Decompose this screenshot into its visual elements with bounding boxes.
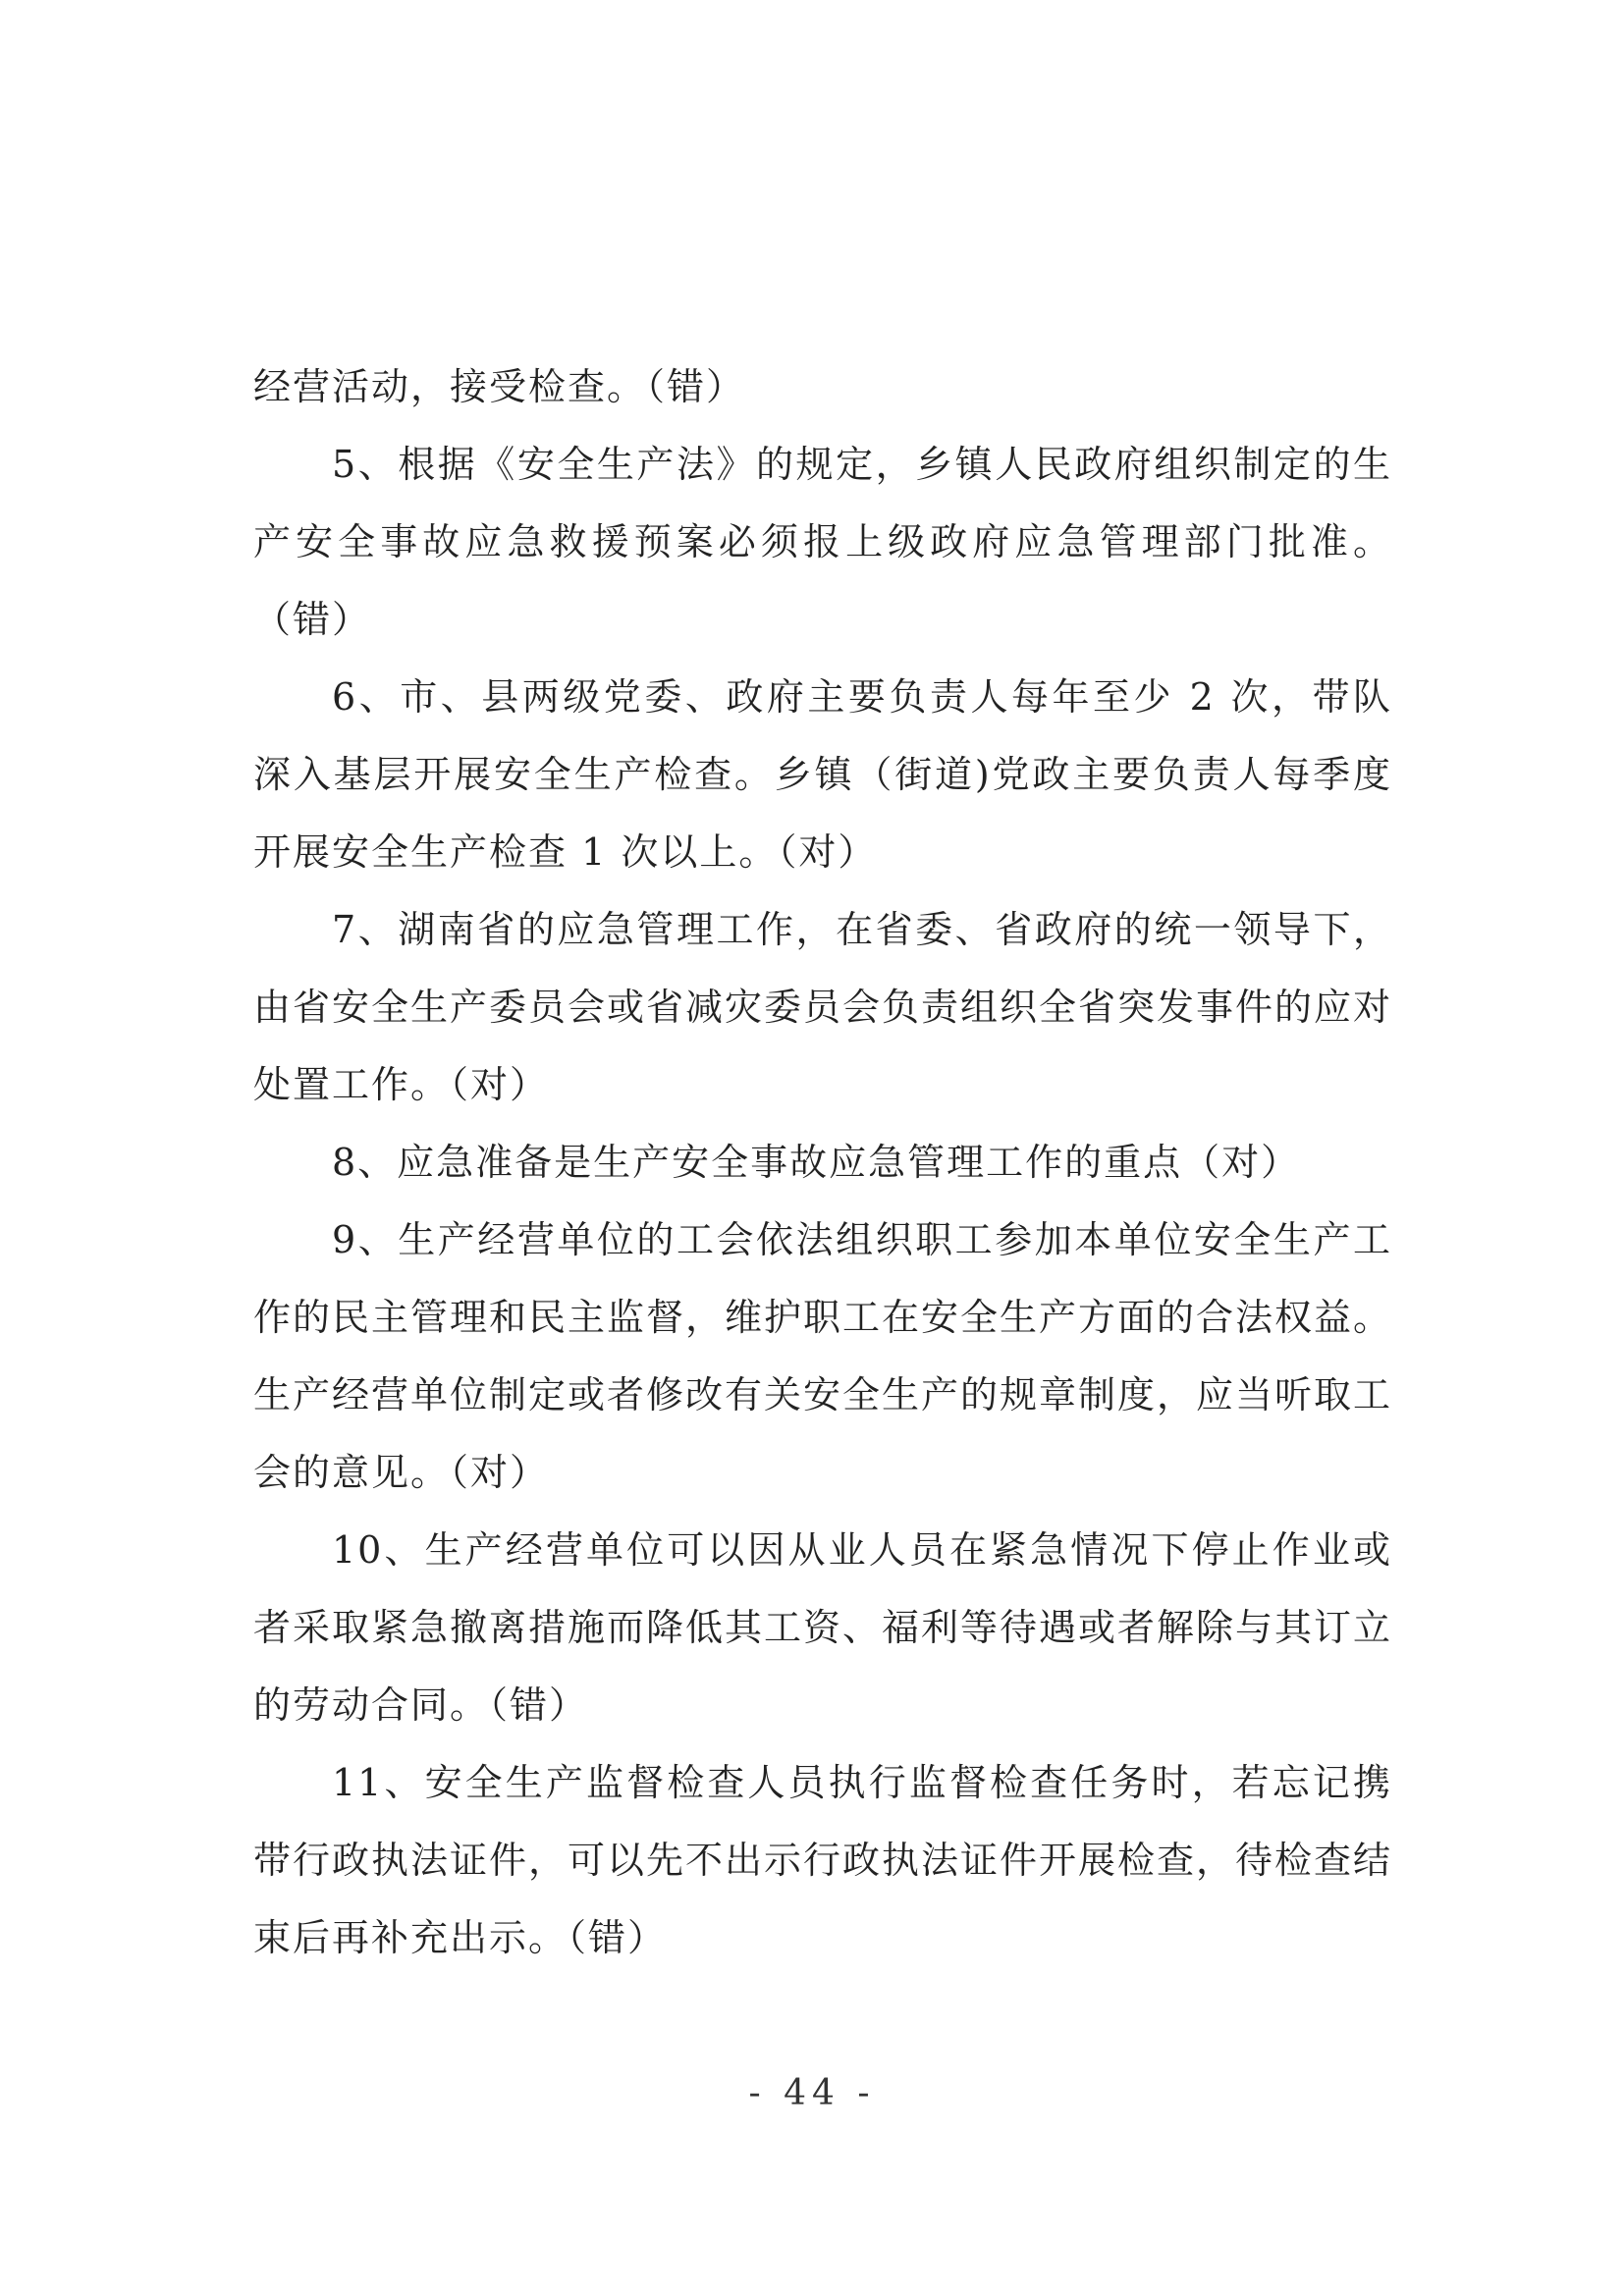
document-body xyxy=(253,348,1392,1977)
paragraph-item-5: 5、根据《安全生产法》的规定，乡镇人民政府组织制定的生产安全事故应急救援预案必须报上级政府应急管理部门批准。（错） xyxy=(253,443,1392,641)
paragraph-item-11: 11、安全生产监督检查人员执行监督检查任务时，若忘记携带行政执法证件，可以先不出示行政执法证件开展检查，待检查结束后再补充出示。（错） xyxy=(253,1761,1393,1959)
paragraph-item-9: 9、生产经营单位的工会依法组织职工参加本单位安全生产工作的民主管理和民主监督，维护职工在安全生产方面的合法权益。生产经营单位制定或者修改有关安全生产的规章制度，应当听取工会的意见。（对） xyxy=(253,1218,1393,1494)
paragraph-item-8: 8、应急准备是生产安全事故应急管理工作的重点（对） xyxy=(332,1141,1301,1184)
page-number: - 44 - xyxy=(748,2073,876,2113)
paragraph-item-10: 10、生产经营单位可以因从业人员在紧急情况下停止作业或者采取紧急撤离措施而降低其工资、福利等待遇或者解除与其订立的劳动合同。（错） xyxy=(253,1528,1393,1727)
paragraph-item-7: 7、湖南省的应急管理工作，在省委、省政府的统一领导下，由省安全生产委员会或省减灾委员会负责组织全省突发事件的应对处置工作。（对） xyxy=(253,908,1393,1106)
paragraph-item-6: 6、市、县两级党委、政府主要负责人每年至少 2 次，带队深入基层开展安全生产检查。乡镇（街道)党政主要负责人每季度开展安全生产检查 1 次以上。（对） xyxy=(253,675,1392,874)
paragraph-continuation: 经营活动，接受检查。（错） xyxy=(253,365,746,408)
